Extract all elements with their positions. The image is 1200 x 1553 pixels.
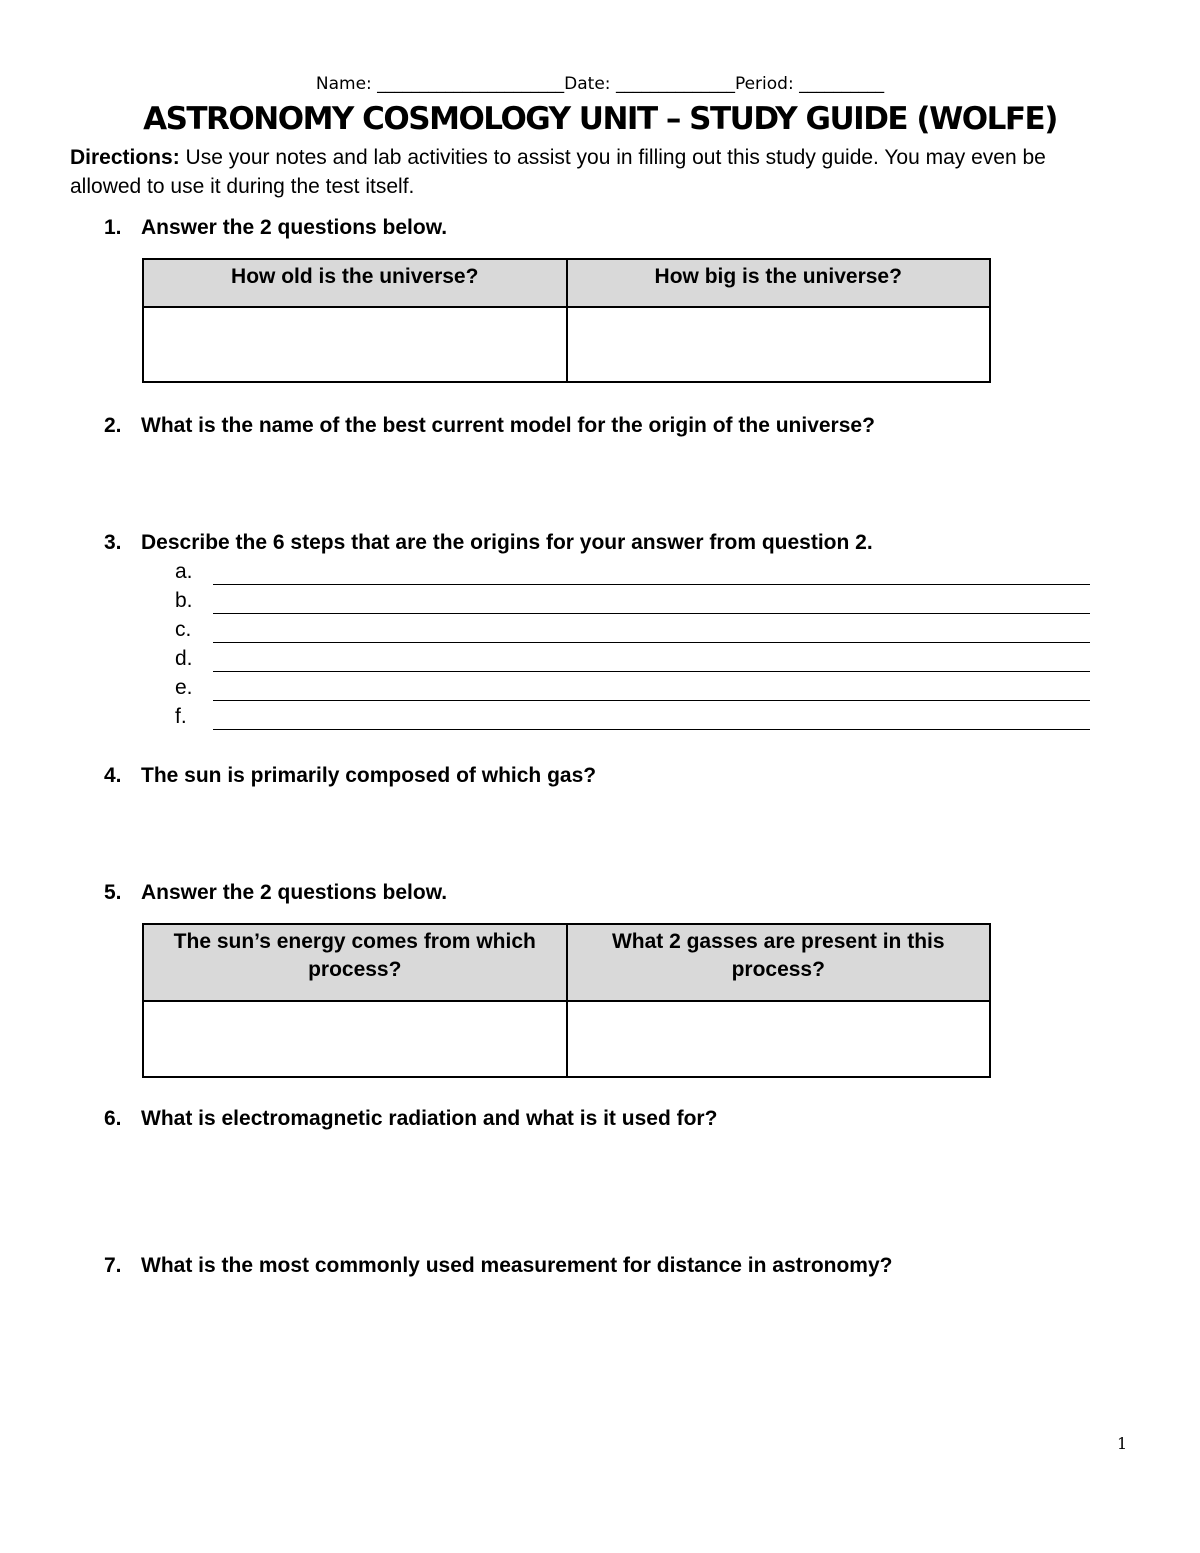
question-text: What is electromagnetic radiation and what is it used for? [141, 1107, 718, 1130]
step-line[interactable] [175, 618, 1095, 647]
answer-cell[interactable] [143, 307, 567, 382]
question-text: Answer the 2 questions below. [141, 216, 448, 239]
step-letter: a. [175, 560, 193, 583]
step-line[interactable] [175, 589, 1095, 618]
question-number: 1. [104, 216, 122, 239]
directions-text: Use your notes and lab activities to assist you in filling out this study guide. You may even be allowed to use it during the test itself. [70, 146, 1046, 198]
page-title: ASTRONOMY COSMOLOGY UNIT – STUDY GUIDE (WOLFE) [143, 101, 1057, 137]
question-3 [104, 531, 873, 555]
answer-blank [213, 584, 1090, 585]
question-6 [104, 1107, 717, 1131]
question-1-table [142, 258, 991, 383]
question-4 [104, 764, 596, 788]
table-header-cell: What 2 gasses are present in this process? [567, 924, 991, 1001]
step-letter: c. [175, 618, 192, 641]
question-2 [104, 414, 875, 438]
step-letter: f. [175, 705, 187, 728]
question-number: 6. [104, 1107, 122, 1130]
question-text: What is the name of the best current model for the origin of the universe? [141, 414, 875, 437]
question-text: What is the most commonly used measurement for distance in astronomy? [141, 1254, 893, 1277]
directions [70, 143, 1110, 201]
question-1 [104, 216, 447, 240]
directions-label: Directions: [70, 146, 180, 169]
answer-blank [213, 642, 1090, 643]
answer-cell[interactable] [567, 1001, 991, 1077]
page-number: 1 [1117, 1434, 1128, 1453]
question-text: Describe the 6 steps that are the origins for your answer from question 2. [141, 531, 873, 554]
answer-blank [213, 729, 1090, 730]
step-line[interactable] [175, 705, 1095, 734]
question-text: The sun is primarily composed of which gas? [141, 764, 597, 787]
table-header-cell: How big is the universe? [567, 259, 991, 307]
table-header-cell: The sun’s energy comes from which process? [143, 924, 567, 1001]
answer-cell[interactable] [143, 1001, 567, 1077]
question-number: 5. [104, 881, 122, 904]
question-number: 3. [104, 531, 122, 554]
step-letter: d. [175, 647, 193, 670]
question-number: 2. [104, 414, 122, 437]
name-date-period-line: Name: ______________________Date: ______________Period: __________ [315, 74, 885, 94]
table-header-cell: How old is the universe? [143, 259, 567, 307]
question-7 [104, 1254, 893, 1278]
question-number: 4. [104, 764, 122, 787]
step-letter: b. [175, 589, 193, 612]
step-letter: e. [175, 676, 193, 699]
step-line[interactable] [175, 647, 1095, 676]
question-text: Answer the 2 questions below. [141, 881, 448, 904]
answer-blank [213, 613, 1090, 614]
step-line[interactable] [175, 676, 1095, 705]
question-5 [104, 881, 447, 905]
answer-blank [213, 671, 1090, 672]
question-number: 7. [104, 1254, 122, 1277]
question-5-table [142, 923, 991, 1078]
answer-blank [213, 700, 1090, 701]
step-line[interactable] [175, 560, 1095, 589]
answer-cell[interactable] [567, 307, 991, 382]
